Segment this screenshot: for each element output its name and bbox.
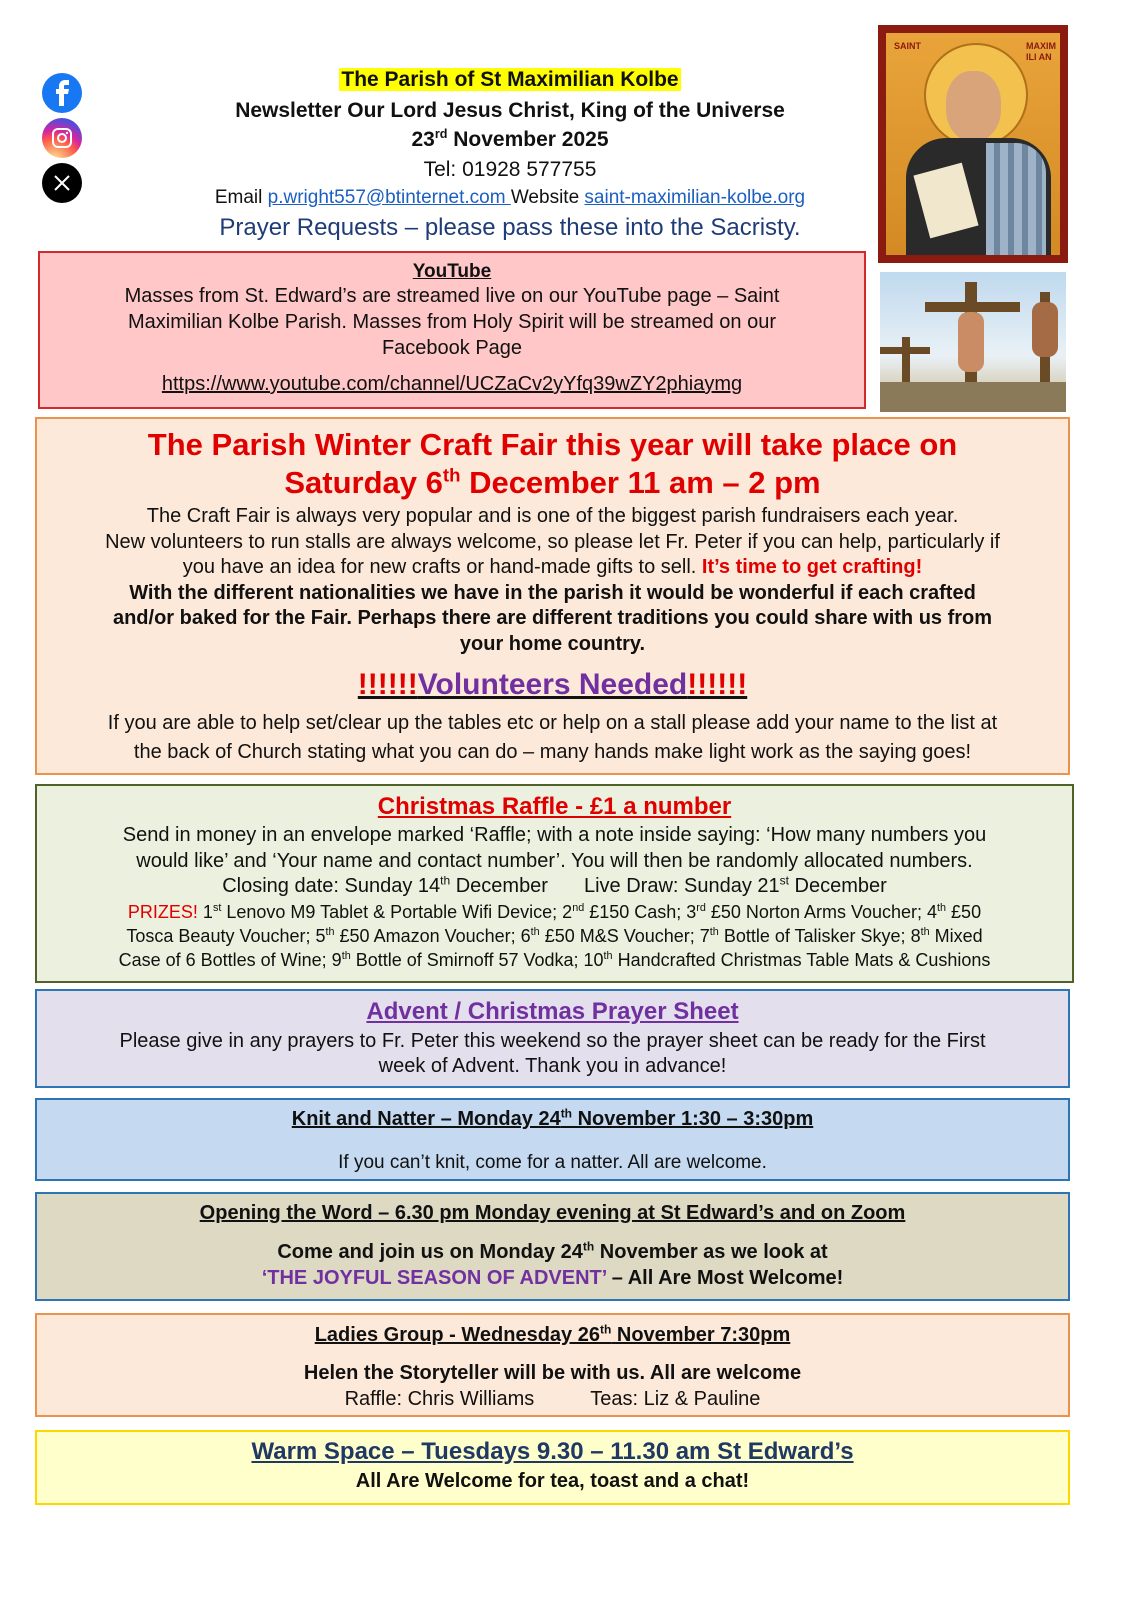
ladies-text: Helen the Storyteller will be with us. All are welcome	[303, 1362, 802, 1384]
ladies-heading: Ladies Group - Wednesday 26th November 7:30pm	[314, 1322, 791, 1346]
raffle-dates: Closing date: Sunday 14th December Live Draw: Sunday 21st December	[222, 873, 887, 897]
volunteers-needed-heading: !!!!!!Volunteers Needed!!!!!!	[357, 668, 748, 701]
opening-the-word-box	[35, 1192, 1070, 1301]
youtube-text-1: Masses from St. Edward’s are streamed live on our YouTube page – Saint	[124, 285, 780, 307]
contact-line: Email p.wright557@btinternet.com Website saint-maximilian-kolbe.org	[214, 187, 806, 208]
ladies-raffle-teas: Raffle: Chris Williams Teas: Liz & Pauline	[344, 1388, 761, 1410]
instagram-icon[interactable]	[42, 118, 82, 158]
advent-text-2: week of Advent. Thank you in advance!	[378, 1055, 727, 1077]
x-icon[interactable]	[42, 163, 82, 203]
craft-fair-bold-3: your home country.	[459, 633, 646, 655]
ladies-group-box	[35, 1313, 1070, 1417]
warm-space-text: All Are Welcome for tea, toast and a chat!	[355, 1470, 750, 1492]
craft-fair-headline-1: The Parish Winter Craft Fair this year will take place on	[147, 427, 958, 462]
volunteers-text-1: If you are able to help set/clear up the tables etc or help on a stall please add your name to the list at	[107, 712, 998, 734]
youtube-text-3: Facebook Page	[381, 337, 523, 359]
warm-space-heading: Warm Space – Tuesdays 9.30 – 11.30 am St Edward’s	[251, 1438, 854, 1465]
craft-fair-text-2: New volunteers to run stalls are always welcome, so please let Fr. Peter if you can help, particularly if	[105, 531, 1000, 553]
craft-fair-box	[35, 417, 1070, 775]
prayer-requests: Prayer Requests – please pass these into the Sacristy.	[219, 214, 801, 241]
newsletter-title: Newsletter Our Lord Jesus Christ, King of the Universe	[235, 99, 785, 122]
newsletter-date: 23rd November 2025	[411, 127, 609, 151]
craft-fair-text-1: The Craft Fair is always very popular and is one of the biggest parish fundraisers each year.	[146, 505, 959, 527]
warm-space-box	[35, 1430, 1070, 1505]
craft-fair-text-3: you have an idea for new crafts or hand-made gifts to sell. It’s time to get crafting!	[182, 556, 923, 578]
knit-heading: Knit and Natter – Monday 24th November 1:30 – 3:30pm	[291, 1106, 814, 1130]
christmas-raffle-box	[35, 784, 1074, 983]
opening-word-text-1: Come and join us on Monday 24th November as we look at	[277, 1239, 828, 1263]
opening-word-text-2: ‘THE JOYFUL SEASON OF ADVENT’ – All Are Most Welcome!	[261, 1267, 844, 1289]
raffle-text-2: would like’ and ‘Your name and contact number’. You will then be randomly allocated numbers.	[136, 850, 973, 872]
craft-fair-headline-2: Saturday 6th December 11 am – 2 pm	[284, 464, 821, 500]
raffle-text-1: Send in money in an envelope marked ‘Raffle; with a note inside saying: ‘How many numbers you	[122, 824, 987, 846]
telephone: Tel: 01928 577755	[423, 158, 597, 181]
opening-word-heading: Opening the Word – 6.30 pm Monday evening at St Edward’s and on Zoom	[199, 1202, 906, 1224]
email-link[interactable]: p.wright557@btinternet.com	[267, 187, 511, 208]
prizes-line-3: Case of 6 Bottles of Wine; 9th Bottle of Smirnoff 57 Vodka; 10th Handcrafted Christmas Table Mats & Cushions	[118, 950, 991, 970]
volunteers-text-2: the back of Church stating what you can do – many hands make light work as the saying goes!	[133, 741, 972, 763]
website-link[interactable]: saint-maximilian-kolbe.org	[584, 187, 806, 208]
prizes-line-1: PRIZES! 1st Lenovo M9 Tablet & Portable Wifi Device; 2nd £150 Cash; 3rd £50 Norton Arms Voucher; 4th £50	[127, 902, 982, 922]
craft-fair-bold-1: With the different nationalities we have in the parish it would be wonderful if each crafted	[129, 582, 976, 604]
youtube-box	[38, 251, 866, 409]
crucifixion-image	[880, 272, 1066, 412]
knit-text: If you can’t knit, come for a natter. All are welcome.	[338, 1152, 767, 1173]
prizes-line-2: Tosca Beauty Voucher; 5th £50 Amazon Voucher; 6th £50 M&S Voucher; 7th Bottle of Talisker Skye; 8th Mixed	[126, 926, 983, 946]
youtube-heading: YouTube	[412, 261, 492, 282]
advent-text-1: Please give in any prayers to Fr. Peter this weekend so the prayer sheet can be ready for the First	[119, 1030, 986, 1052]
saint-maximilian-icon-image: SAINT MAXIM ILI AN	[878, 25, 1068, 263]
craft-fair-bold-2: and/or baked for the Fair. Perhaps there are different traditions you could share with us from	[112, 607, 993, 629]
youtube-text-2: Maximilian Kolbe Parish. Masses from Holy Spirit will be streamed on our	[127, 311, 776, 333]
parish-title: The Parish of St Maximilian Kolbe	[341, 68, 679, 91]
facebook-icon[interactable]	[42, 73, 82, 113]
advent-heading: Advent / Christmas Prayer Sheet	[366, 998, 739, 1025]
youtube-link[interactable]: https://www.youtube.com/channel/UCZaCv2yYfq39wZY2phiaymg	[161, 373, 743, 395]
raffle-heading: Christmas Raffle - £1 a number	[377, 793, 732, 820]
advent-prayer-sheet-box	[35, 989, 1070, 1088]
knit-and-natter-box	[35, 1098, 1070, 1181]
